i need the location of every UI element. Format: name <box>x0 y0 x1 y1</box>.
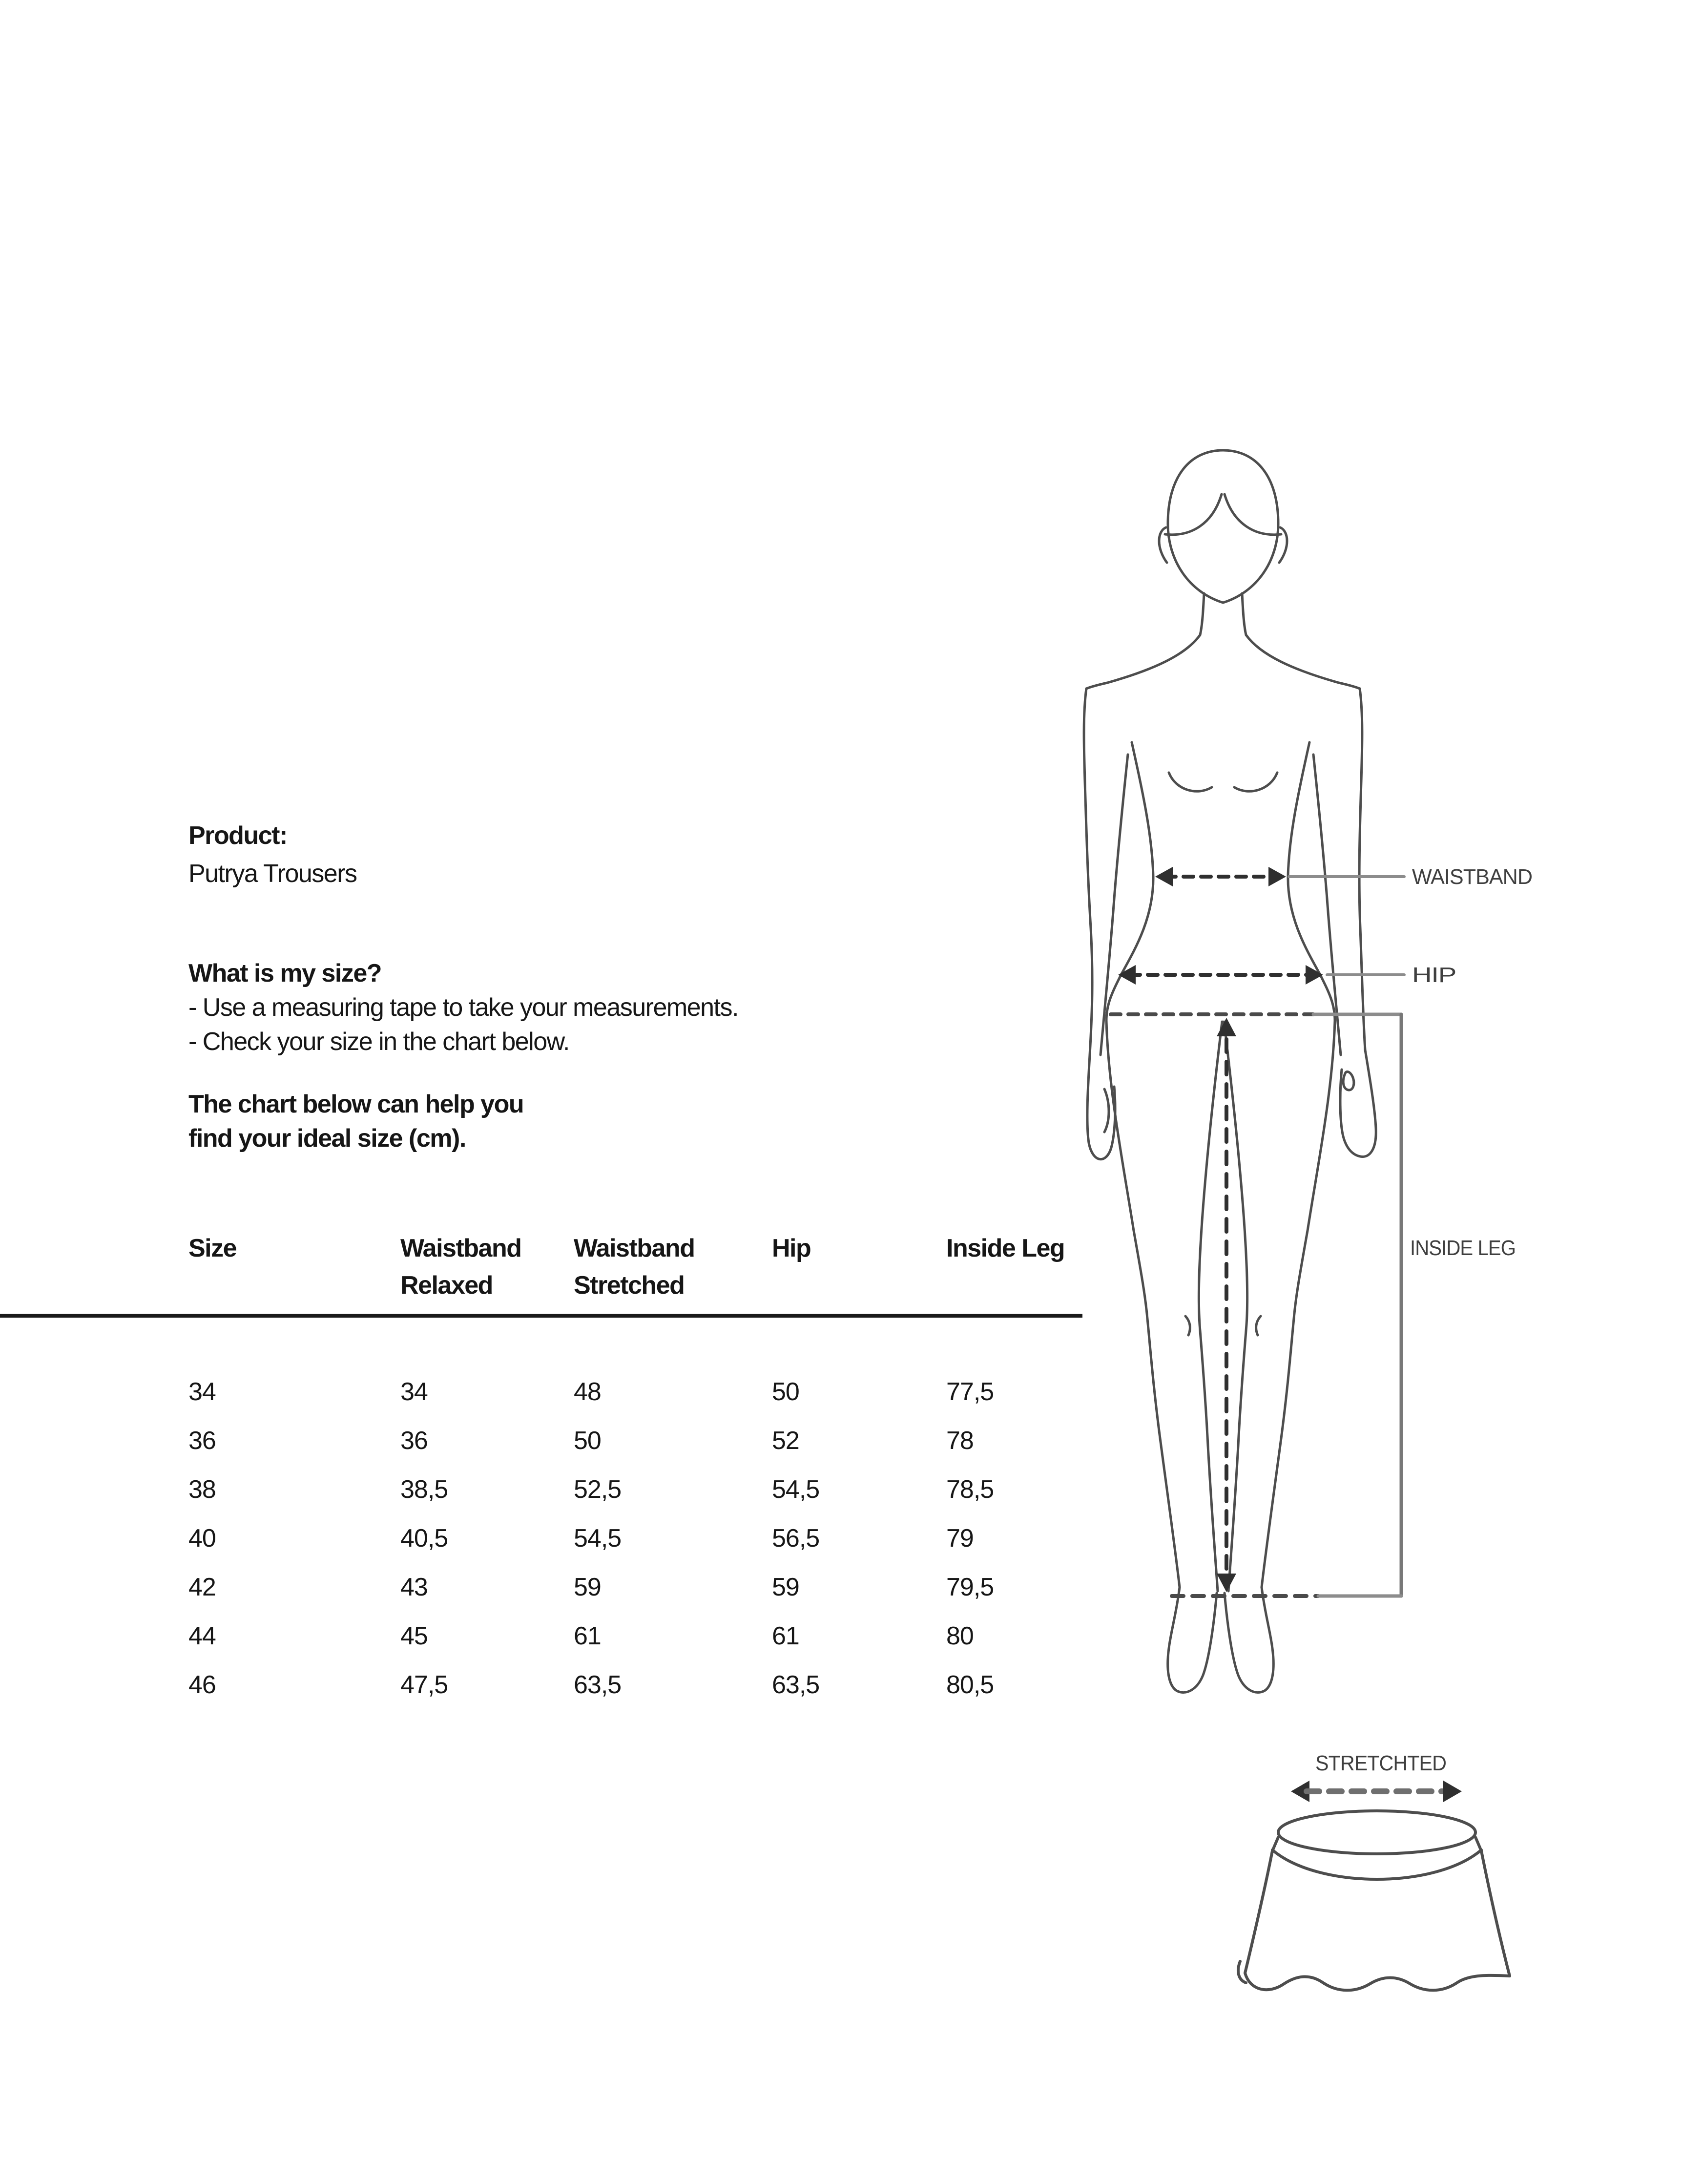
skirt-right-edge <box>1481 1851 1510 1976</box>
hip-measure <box>1118 963 1456 987</box>
arrow-right-icon <box>1443 1781 1462 1802</box>
right-arm-inner <box>1313 755 1341 1055</box>
table-cell: 38 <box>188 1475 216 1504</box>
inside-leg-label: INSIDE LEG <box>1410 1236 1516 1260</box>
chart-help-block <box>188 1087 523 1155</box>
table-cell: 80,5 <box>946 1671 994 1699</box>
help-line: The chart below can help you <box>188 1090 524 1118</box>
right-arm-outer <box>1340 689 1376 1157</box>
size-heading: What is my size? <box>188 959 381 987</box>
table-cell: 34 <box>400 1378 428 1406</box>
neck <box>1200 593 1246 635</box>
table-cell: 40,5 <box>400 1524 448 1553</box>
arrow-right-icon <box>1268 867 1286 886</box>
header-cell-inside-leg: Inside Leg <box>946 1234 1065 1262</box>
help-line: find your ideal size (cm). <box>188 1124 466 1153</box>
right-shoulder <box>1246 635 1360 689</box>
instruction-line: - Check your size in the chart below. <box>188 1028 569 1056</box>
table-cell: 46 <box>188 1671 216 1699</box>
arrow-left-icon <box>1118 965 1136 985</box>
header-cell-hip: Hip <box>772 1234 811 1262</box>
instruction-line: - Use a measuring tape to take your measurements. <box>188 993 738 1022</box>
table-cell: 77,5 <box>946 1378 994 1406</box>
product-label: Product: <box>188 821 287 850</box>
stretched-label: STRETCHTED <box>1315 1751 1446 1775</box>
size-table-body <box>188 1367 1156 1709</box>
arrow-left-icon <box>1155 867 1173 886</box>
table-cell: 34 <box>188 1378 216 1406</box>
left-arm-outer <box>1084 689 1115 1159</box>
table-cell: 38,5 <box>400 1475 448 1504</box>
right-foot <box>1225 1587 1273 1692</box>
product-block <box>188 817 357 893</box>
header-cell-size: Size <box>188 1234 237 1262</box>
table-cell: 45 <box>400 1622 428 1650</box>
waistband-label: WAISTBAND <box>1412 865 1532 889</box>
arrow-right-icon <box>1306 965 1323 985</box>
table-cell: 52,5 <box>574 1475 622 1504</box>
table-cell: 50 <box>574 1427 601 1455</box>
skirt-left-edge <box>1245 1851 1272 1973</box>
size-table-header <box>188 1230 1156 1304</box>
stretched-waistband-drawing <box>1238 1751 1510 1990</box>
table-cell: 80 <box>946 1622 974 1650</box>
table-cell: 50 <box>772 1378 799 1406</box>
table-cell: 40 <box>188 1524 216 1553</box>
arrow-up-icon <box>1217 1018 1236 1036</box>
table-cell: 36 <box>400 1427 428 1455</box>
knee-marks <box>1185 1316 1261 1335</box>
header-cell-waistband-stretched: Waistband Stretched <box>574 1234 695 1300</box>
table-cell: 78,5 <box>946 1475 994 1504</box>
table-cell: 43 <box>400 1573 428 1601</box>
left-arm-inner <box>1101 755 1128 1055</box>
size-question-block <box>188 956 738 1059</box>
waistband-rim <box>1278 1811 1475 1854</box>
hair <box>1165 494 1281 535</box>
table-cell: 78 <box>946 1427 974 1455</box>
hip-label: HIP <box>1412 963 1456 987</box>
table-cell: 79,5 <box>946 1573 994 1601</box>
table-cell: 48 <box>574 1378 601 1406</box>
right-thumb <box>1343 1071 1354 1090</box>
waistband-measure <box>1155 865 1532 889</box>
table-cell: 61 <box>772 1622 799 1650</box>
inside-leg-measure <box>1111 1014 1516 1596</box>
bust-lines <box>1169 773 1277 791</box>
table-cell: 54,5 <box>772 1475 820 1504</box>
header-cell-waistband-relaxed: Waistband Relaxed <box>400 1234 521 1300</box>
table-cell: 52 <box>772 1427 799 1455</box>
measurement-figure <box>1064 430 1703 2037</box>
left-leg-outer <box>1106 1021 1180 1587</box>
table-cell: 59 <box>772 1573 799 1601</box>
table-cell: 42 <box>188 1573 216 1601</box>
table-cell: 56,5 <box>772 1524 820 1553</box>
table-cell: 79 <box>946 1524 974 1553</box>
table-cell: 59 <box>574 1573 601 1601</box>
table-divider-rule <box>0 1314 1082 1318</box>
table-cell: 44 <box>188 1622 216 1650</box>
body-outline <box>1084 450 1376 1692</box>
table-cell: 47,5 <box>400 1671 448 1699</box>
right-leg-outer <box>1262 1021 1335 1587</box>
skirt-hem <box>1245 1973 1510 1990</box>
left-ear <box>1159 527 1167 563</box>
head-outline <box>1168 450 1278 603</box>
table-cell: 63,5 <box>574 1671 622 1699</box>
waistband-sides <box>1272 1837 1481 1851</box>
product-name: Putrya Trousers <box>188 860 357 888</box>
left-shoulder <box>1086 635 1200 689</box>
left-foot <box>1168 1587 1217 1692</box>
left-thumb <box>1104 1089 1109 1132</box>
left-leg-inner <box>1199 1022 1222 1591</box>
table-cell: 61 <box>574 1622 601 1650</box>
table-cell: 63,5 <box>772 1671 820 1699</box>
arrow-down-icon <box>1217 1574 1236 1592</box>
table-cell: 54,5 <box>574 1524 622 1553</box>
table-cell: 36 <box>188 1427 216 1455</box>
right-ear <box>1279 527 1287 563</box>
